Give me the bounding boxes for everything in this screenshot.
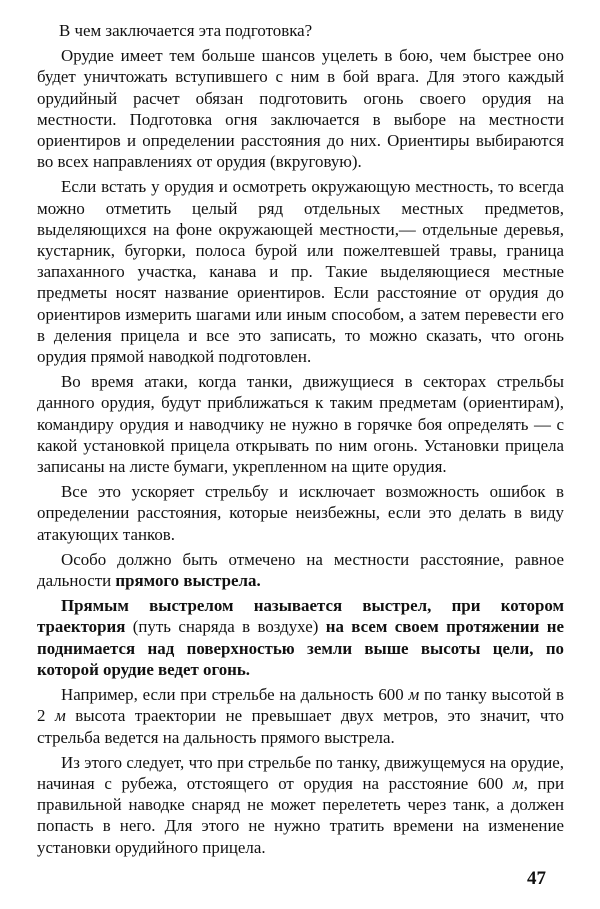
paragraph-1: Орудие имеет тем больше шансов уцелеть в бою, чем быстрее оно будет уничтожать вступившего с ним в бой врага. Для этого каждый орудийный расчет обязан подготовить огонь своего орудия на местности. Подготовка огня заключается в выборе на местности ориентиров и определении расстояния до них. Ориентиры выбираются во всех направлениях от орудия (вкруговую). bbox=[37, 46, 564, 172]
page-number: 47 bbox=[527, 868, 546, 889]
paragraph-7-part-c: высота траектории не превышает двух метров, это значит, что стрельба ведется на дальность прямого выстрела. bbox=[37, 706, 564, 747]
definition-parenthetical: (путь снаряда в воздухе) bbox=[125, 617, 326, 637]
definition-bold-start: Прямым выстрелом называется выстрел, при котором траектория bbox=[37, 596, 564, 637]
unit-meters-2: м bbox=[54, 706, 66, 726]
paragraph-3: Во время атаки, когда танки, движущиеся в секторах стрельбы данного орудия, будут приближаться к таким предметам (ориентирам), командиру орудия и наводчику не нужно в горячке боя определять — с какой установкой прицела открывать по ним огонь. Установки прицела записаны на листе бумаги, укрепленном на щите орудия. bbox=[37, 372, 564, 477]
paragraph-8 bbox=[37, 752, 564, 858]
paragraph-5-bold: прямого выстрела. bbox=[115, 571, 261, 591]
paragraph-7 bbox=[37, 684, 564, 748]
paragraph-7-part-b: по танку высотой в 2 bbox=[37, 685, 564, 726]
paragraph-2: Если встать у орудия и осмотреть окружающую местность, то всегда можно отметить целый ряд отдельных местных предметов, выделяющихся на фоне окружающей местности,— отдельные деревья, кустарник, бугорки, полоса бурой или пожелтевшей травы, граница запаханного участка, канава и пр. Такие выделяющиеся местные предметы носят название ориентиров. Если расстояние от орудия до ориентиров измерить шагами или иным способом, а затем перевести его в деления прицела и все это записать, то можно сказать, что огонь орудия прямой наводкой подготовлен. bbox=[37, 177, 564, 367]
page-text bbox=[37, 20, 564, 862]
paragraph-8-part-b: , при правильной наводке снаряд не может перелететь через танк, а должен попасть в него. Для этого не нужно тратить времени на изменение установки орудийного прицела. bbox=[37, 773, 564, 857]
paragraph-5-text: Особо должно быть отмечено на местности расстояние, равное дальности bbox=[37, 549, 564, 591]
paragraph-4: Все это ускоряет стрельбу и исключает возможность ошибок в определении расстояния, которые неизбежны, если это делать в виду атакующих танков. bbox=[37, 482, 564, 544]
paragraph-7-part-a: Например, если при стрельбе на дальность 600 bbox=[61, 685, 409, 705]
unit-meters-3: м bbox=[512, 773, 524, 793]
unit-meters-1: м bbox=[408, 685, 420, 705]
definition-paragraph bbox=[37, 595, 564, 680]
definition-bold-end: на всем своем протяжении не поднимается над поверхностью земли выше высоты цели, по которой орудие ведет огонь. bbox=[37, 617, 565, 679]
paragraph-5 bbox=[37, 549, 564, 591]
question-line: В чем заключается эта подготовка? bbox=[59, 21, 313, 40]
paragraph-8-part-a: Из этого следует, что при стрельбе по танку, движущемуся на орудие, начиная с рубежа, отстоящего от орудия на расстояние 600 bbox=[37, 752, 564, 793]
